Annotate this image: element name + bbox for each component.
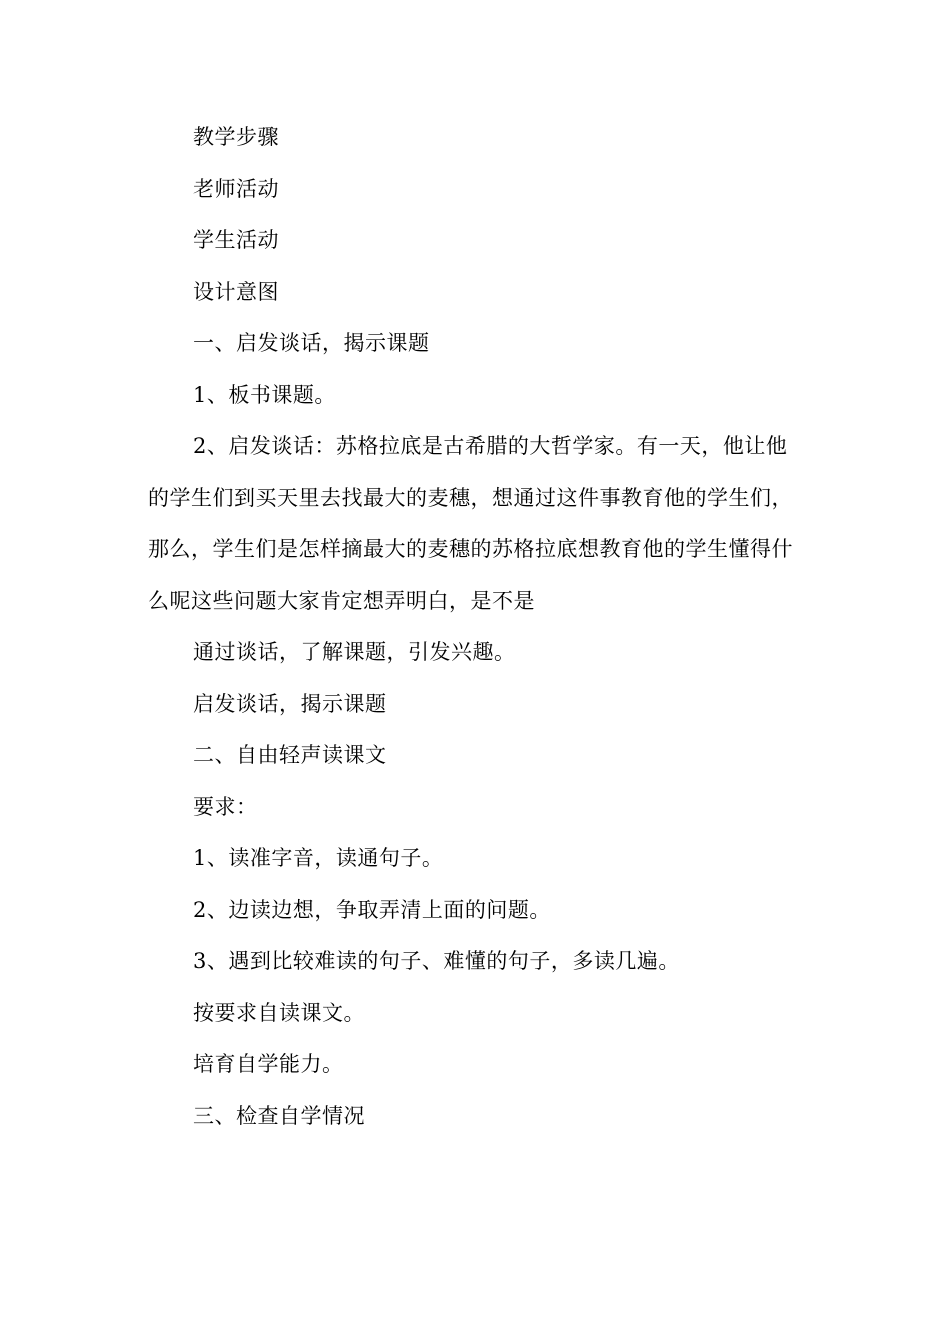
requirements-label: 要求： xyxy=(193,794,258,819)
section-2-title: 二、自由轻声读课文 xyxy=(193,743,387,767)
student-activity-reading: 按要求自读课文。 xyxy=(193,1000,365,1025)
requirement-item-3: 3、遇到比较难读的句子、难懂的句子，多读几遍。 xyxy=(193,949,680,973)
section-1-item-1: 1、板书课题。 xyxy=(193,382,336,407)
design-intent-text: 启发谈话，揭示课题 xyxy=(193,691,387,716)
heading-teaching-steps: 教学步骤 xyxy=(193,125,279,149)
requirement-item-2: 2、边读边想，争取弄清上面的问题。 xyxy=(193,897,551,922)
heading-design-intent: 设计意图 xyxy=(193,279,279,304)
document-body xyxy=(148,112,798,1142)
section-1-title: 一、启发谈话，揭示课题 xyxy=(193,331,430,355)
requirement-item-1: 1、读准字音，读通句子。 xyxy=(193,846,444,870)
section-1-item-2: 2、启发谈话：苏格拉底是古希腊的大哲学家。有一天，他让他的学生们到买天里去找最大的麦穗，想通过这件事教育他的学生们，那么，学生们是怎样摘最大的麦穗的苏格拉底想教育他的学生懂得什么呢这些问题大家肯定想弄明白，是不是 xyxy=(148,434,793,613)
design-intent-self-study: 培育自学能力。 xyxy=(193,1052,344,1076)
heading-teacher-activity: 老师活动 xyxy=(193,176,279,201)
heading-student-activity: 学生活动 xyxy=(193,228,279,252)
student-activity-text: 通过谈话，了解课题，引发兴趣。 xyxy=(193,640,516,664)
section-3-title: 三、检查自学情况 xyxy=(193,1103,365,1128)
